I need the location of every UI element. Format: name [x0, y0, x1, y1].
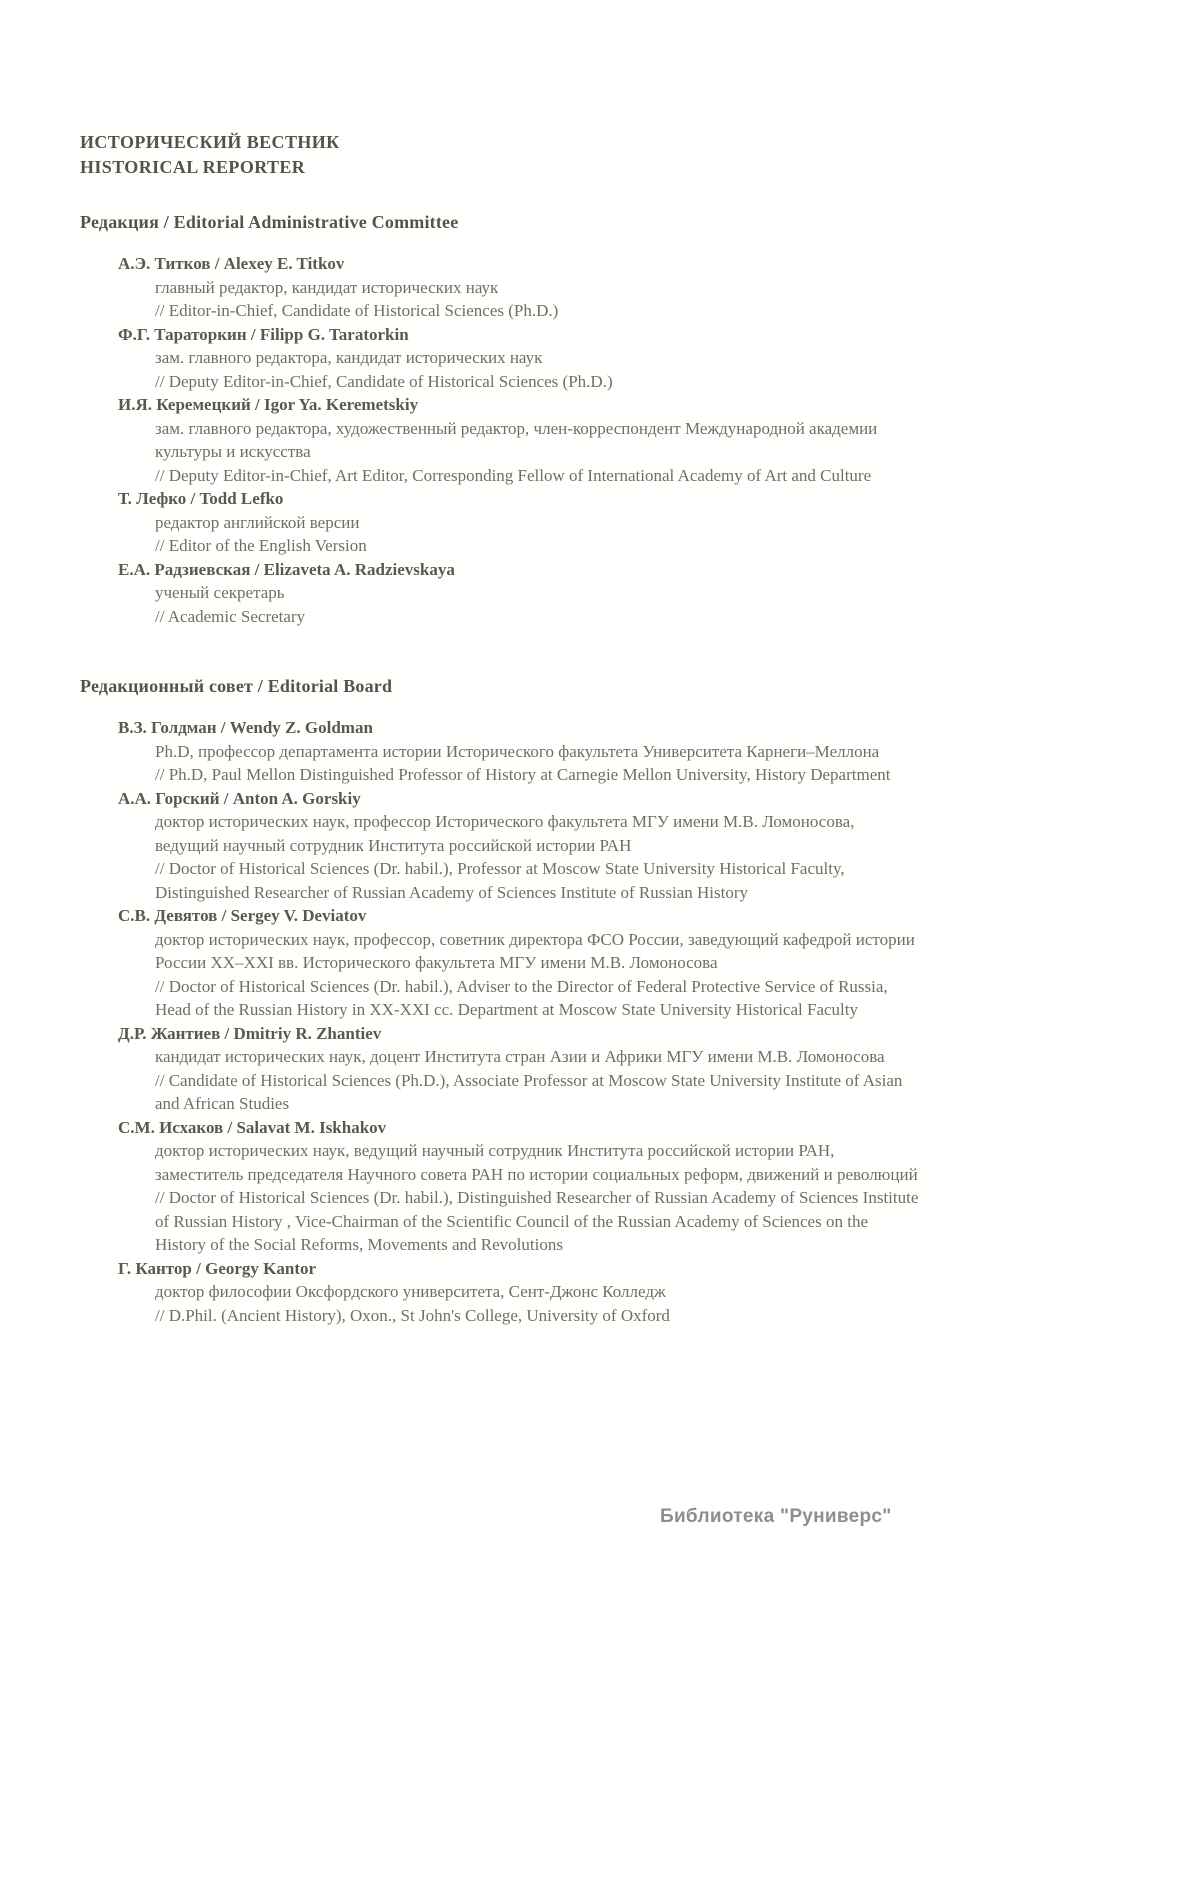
member-role-ru: доктор исторических наук, профессор, советник директора ФСО России, заведующий кафедрой истории России XX–XXI вв. Исторического факультета МГУ имени М.В. Ломоносова: [155, 929, 915, 972]
committee-member-entry: [118, 558, 920, 629]
committee-member-entry: [118, 323, 920, 394]
section-heading: Редакционный совет / Editorial Board: [80, 676, 393, 696]
committee-member-entry: [118, 252, 920, 323]
member-role-en: // D.Phil. (Ancient History), Oxon., St John's College, University of Oxford: [155, 1305, 670, 1325]
member-role-en: // Deputy Editor-in-Chief, Candidate of Historical Sciences (Ph.D.): [155, 371, 613, 391]
runivers-library-watermark: Библиотека "Руниверс": [660, 1506, 892, 1527]
editorial-section: [80, 210, 920, 628]
section-entries: [118, 252, 920, 628]
committee-member-entry: [118, 1116, 920, 1257]
member-role-en: // Editor-in-Chief, Candidate of Historical Sciences (Ph.D.): [155, 301, 559, 320]
committee-member-entry: [118, 1022, 920, 1116]
member-role-ru: Ph.D, профессор департамента истории Исторического факультета Университета Карнеги–Меллона: [155, 741, 880, 761]
member-name: А.Э. Титков / Alexey E. Titkov: [118, 254, 345, 273]
member-name: Т. Лефко / Todd Lefko: [118, 489, 284, 508]
member-role-ru: кандидат исторических наук, доцент Института стран Азии и Африки МГУ имени М.В. Ломоносова: [155, 1047, 885, 1066]
member-role-en: // Doctor of Historical Sciences (Dr. habil.), Distinguished Researcher of Russian Academy of Sciences Institute of Russian History , Vice-Chairman of the Scientific Council of the Russian Academy of Sciences on the History of the Social Reforms, Movements and Revolutions: [155, 1188, 919, 1254]
sections-container: [80, 210, 920, 1327]
member-role-en: // Candidate of Historical Sciences (Ph.D.), Associate Professor at Moscow State University Institute of Asian and African Studies: [155, 1070, 903, 1113]
member-role-en: // Academic Secretary: [155, 606, 306, 626]
section-entries: [118, 716, 920, 1327]
member-name: С.М. Исхаков / Salavat M. Iskhakov: [118, 1117, 387, 1137]
member-role-en: // Editor of the English Version: [155, 536, 367, 555]
member-name: В.З. Голдман / Wendy Z. Goldman: [118, 718, 373, 737]
section-heading: Редакция / Editorial Administrative Committee: [80, 212, 459, 232]
committee-member-entry: [118, 716, 920, 787]
member-name: Д.Р. Жантиев / Dmitriy R. Zhantiev: [118, 1023, 382, 1043]
member-role-ru: доктор исторических наук, ведущий научный сотрудник Института российской истории РАН, заместитель председателя Научного совета РАН по истории социальных реформ, движений и революций: [155, 1141, 918, 1184]
journal-masthead: [80, 130, 920, 180]
committee-member-entry: [118, 1257, 920, 1328]
member-name: С.В. Девятов / Sergey V. Deviatov: [118, 906, 367, 925]
member-name: И.Я. Керемецкий / Igor Ya. Keremetskiy: [118, 395, 419, 414]
page-content: [80, 130, 920, 1327]
member-role-en: // Deputy Editor-in-Chief, Art Editor, Corresponding Fellow of International Academy of Art and Culture: [155, 465, 872, 485]
member-role-ru: доктор исторических наук, профессор Исторического факультета МГУ имени М.В. Ломоносова, ведущий научный сотрудник Института российской истории РАН: [155, 812, 855, 855]
member-name: Е.А. Радзиевская / Elizaveta A. Radzievskaya: [118, 559, 455, 579]
member-role-ru: главный редактор, кандидат исторических наук: [155, 277, 499, 297]
member-role-ru: доктор философии Оксфордского университета, Сент-Джонс Колледж: [155, 1282, 666, 1301]
committee-member-entry: [118, 904, 920, 1022]
member-name: А.А. Горский / Anton A. Gorskiy: [118, 788, 361, 808]
committee-member-entry: [118, 787, 920, 905]
member-role-en: // Ph.D, Paul Mellon Distinguished Professor of History at Carnegie Mellon University, History Department: [155, 765, 891, 784]
member-role-ru: редактор английской версии: [155, 512, 360, 532]
committee-member-entry: [118, 393, 920, 487]
member-role-ru: ученый секретарь: [155, 583, 285, 602]
journal-title-en: HISTORICAL REPORTER: [80, 157, 306, 177]
editorial-section: [80, 674, 920, 1327]
member-role-en: // Doctor of Historical Sciences (Dr. habil.), Adviser to the Director of Federal Protective Service of Russia, Head of the Russian History in XX-XXI cc. Department at Moscow State University Historical Faculty: [155, 976, 888, 1019]
committee-member-entry: [118, 487, 920, 558]
member-role-en: // Doctor of Historical Sciences (Dr. habil.), Professor at Moscow State University Historical Faculty, Distinguished Researcher of Russian Academy of Sciences Institute of Russian History: [155, 859, 845, 902]
member-role-ru: зам. главного редактора, художественный редактор, член-корреспондент Международной академии культуры и искусства: [155, 418, 878, 461]
journal-title-ru: ИСТОРИЧЕСКИЙ ВЕСТНИК: [80, 132, 340, 152]
member-role-ru: зам. главного редактора, кандидат исторических наук: [155, 348, 543, 367]
member-name: Г. Кантор / Georgy Kantor: [118, 1258, 317, 1278]
member-name: Ф.Г. Тараторкин / Filipp G. Taratorkin: [118, 324, 409, 344]
